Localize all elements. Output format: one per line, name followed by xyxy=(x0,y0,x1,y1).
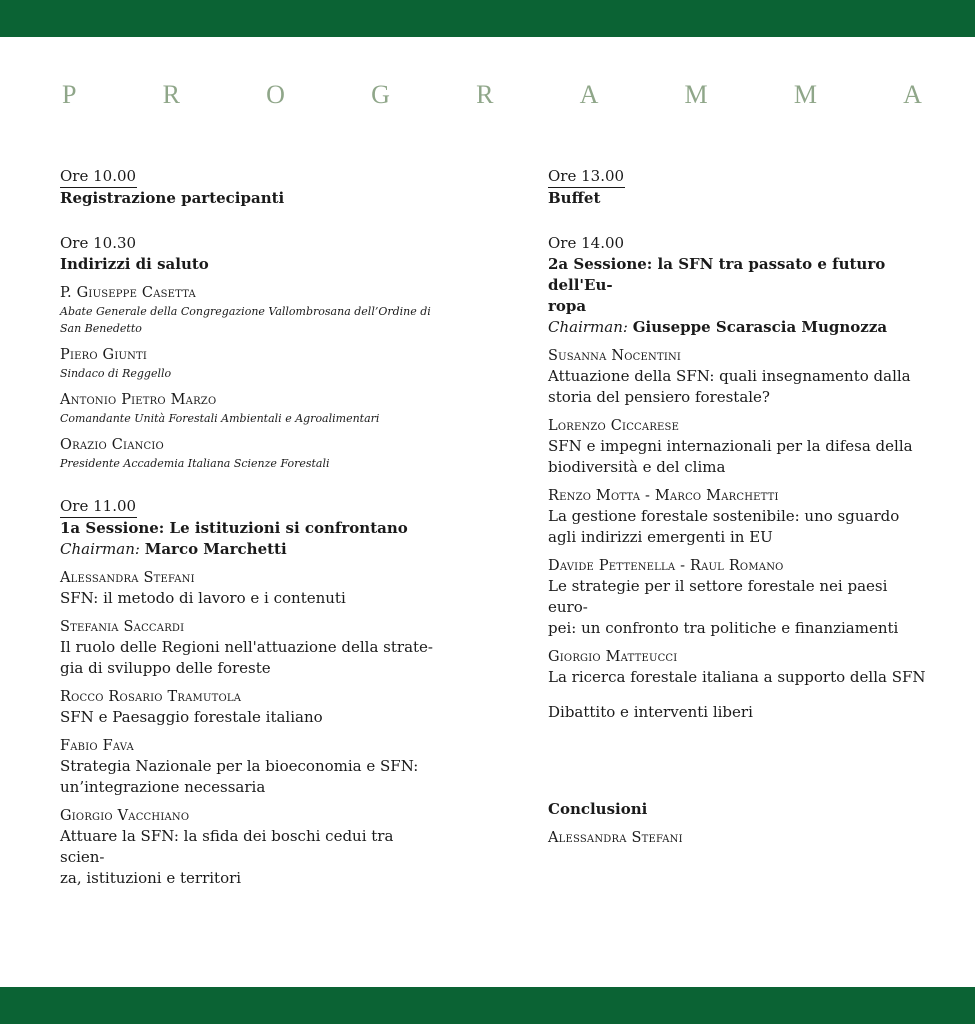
speaker-name: Giorgio Vacchiano xyxy=(60,808,190,824)
top-green-band xyxy=(0,0,975,37)
talk-title: gia di sviluppo delle foreste xyxy=(60,659,271,677)
speaker-name: Piero Giunti xyxy=(60,347,148,363)
speaker-name: Renzo Motta - Marco Marchetti xyxy=(548,488,779,504)
conclusions-title: Conclusioni xyxy=(548,800,648,818)
chair-name: Marco Marchetti xyxy=(144,540,287,558)
speaker-name: Davide Pettenella - Raul Romano xyxy=(548,558,784,574)
time-slot: Ore 13.00 xyxy=(548,166,625,188)
talk-item xyxy=(548,557,928,639)
speaker-name: P. Giuseppe Casetta xyxy=(60,285,196,301)
heading-letter: R xyxy=(162,80,180,109)
speaker-name: Alessandra Stefani xyxy=(60,570,195,586)
talk-item xyxy=(548,648,928,688)
talk-item xyxy=(548,417,928,478)
talk-title: SFN e Paesaggio forestale italiano xyxy=(60,708,323,726)
chair-label: Chairman: xyxy=(548,318,628,336)
heading-letter: G xyxy=(371,80,390,109)
session-title: Buffet xyxy=(548,189,601,207)
session-chair xyxy=(548,317,928,338)
talk-title: za, istituzioni e territori xyxy=(60,869,242,887)
talk-title: biodiversità e del clima xyxy=(548,458,726,476)
heading-letter: A xyxy=(903,80,922,109)
session-title: 1a Sessione: Le istituzioni si confrontano xyxy=(60,519,408,537)
speaker-name: Lorenzo Ciccarese xyxy=(548,418,680,434)
speaker-role: Sindaco di Reggello xyxy=(60,367,172,380)
speaker-name: Orazio Ciancio xyxy=(60,437,164,453)
heading-letter: R xyxy=(476,80,494,109)
speaker-name: Stefania Saccardi xyxy=(60,619,185,635)
speaker-role: San Benedetto xyxy=(60,322,142,335)
time-slot: Ore 14.00 xyxy=(548,234,625,252)
heading-letter: M xyxy=(684,80,708,109)
talk-title: Strategia Nazionale per la bioeconomia e SFN: xyxy=(60,757,419,775)
talk-title: SFN e impegni internazionali per la difesa della xyxy=(548,437,913,455)
speaker-name: Susanna Nocentini xyxy=(548,348,682,364)
talk-item xyxy=(548,347,928,408)
greeter-item xyxy=(60,346,440,382)
time-slot: Ore 11.00 xyxy=(60,496,137,518)
right-column xyxy=(548,166,928,848)
time-slot: Ore 10.00 xyxy=(60,166,137,188)
talk-item xyxy=(60,688,440,728)
bottom-green-band xyxy=(0,987,975,1024)
heading-letter: M xyxy=(793,80,817,109)
heading-letter: P xyxy=(62,80,77,109)
session-chair xyxy=(60,539,440,560)
heading-letter: O xyxy=(266,80,285,109)
speaker-name: Giorgio Matteucci xyxy=(548,649,678,665)
session-title: ropa xyxy=(548,297,587,315)
time-slot: Ore 10.30 xyxy=(60,234,137,252)
session-title: 2a Sessione: la SFN tra passato e futuro dell'Eu- xyxy=(548,255,886,294)
talk-title: Attuazione della SFN: quali insegnamento dalla xyxy=(548,367,911,385)
session-title: Indirizzi di saluto xyxy=(60,255,209,273)
greeter-item xyxy=(60,391,440,427)
talk-item xyxy=(60,807,440,889)
left-column xyxy=(60,166,440,889)
greeter-item xyxy=(60,436,440,472)
talk-title: agli indirizzi emergenti in EU xyxy=(548,528,773,546)
talk-title: Attuare la SFN: la sfida dei boschi cedui tra scien- xyxy=(60,827,394,866)
talk-title: Le strategie per il settore forestale nei paesi euro- xyxy=(548,577,888,616)
talk-item xyxy=(60,569,440,609)
talk-title: Il ruolo delle Regioni nell'attuazione della strate- xyxy=(60,638,433,656)
speaker-name: Alessandra Stefani xyxy=(548,830,683,846)
talk-title: storia del pensiero forestale? xyxy=(548,388,770,406)
speaker-role: Comandante Unità Forestali Ambientali e Agroalimentari xyxy=(60,412,380,425)
speaker-role: Presidente Accademia Italiana Scienze Forestali xyxy=(60,457,330,470)
talk-title: pei: un confronto tra politiche e finanziamenti xyxy=(548,619,899,637)
program-heading xyxy=(62,80,922,110)
speaker-name: Fabio Fava xyxy=(60,738,134,754)
speaker-name: Antonio Pietro Marzo xyxy=(60,392,217,408)
talk-item xyxy=(60,737,440,798)
chair-label: Chairman: xyxy=(60,540,140,558)
talk-item xyxy=(548,487,928,548)
debate-line: Dibattito e interventi liberi xyxy=(548,703,753,721)
chair-name: Giuseppe Scarascia Mugnozza xyxy=(632,318,888,336)
talk-title: un’integrazione necessaria xyxy=(60,778,266,796)
speaker-role: Abate Generale della Congregazione Vallombrosana dell’Ordine di xyxy=(60,305,431,318)
talk-item xyxy=(60,618,440,679)
talk-title: La ricerca forestale italiana a supporto della SFN xyxy=(548,668,926,686)
speaker-name: Rocco Rosario Tramutola xyxy=(60,689,242,705)
talk-title: La gestione forestale sostenibile: uno sguardo xyxy=(548,507,900,525)
talk-title: SFN: il metodo di lavoro e i contenuti xyxy=(60,589,346,607)
heading-letter: A xyxy=(579,80,599,109)
greeter-item xyxy=(60,284,440,337)
session-title: Registrazione partecipanti xyxy=(60,189,285,207)
